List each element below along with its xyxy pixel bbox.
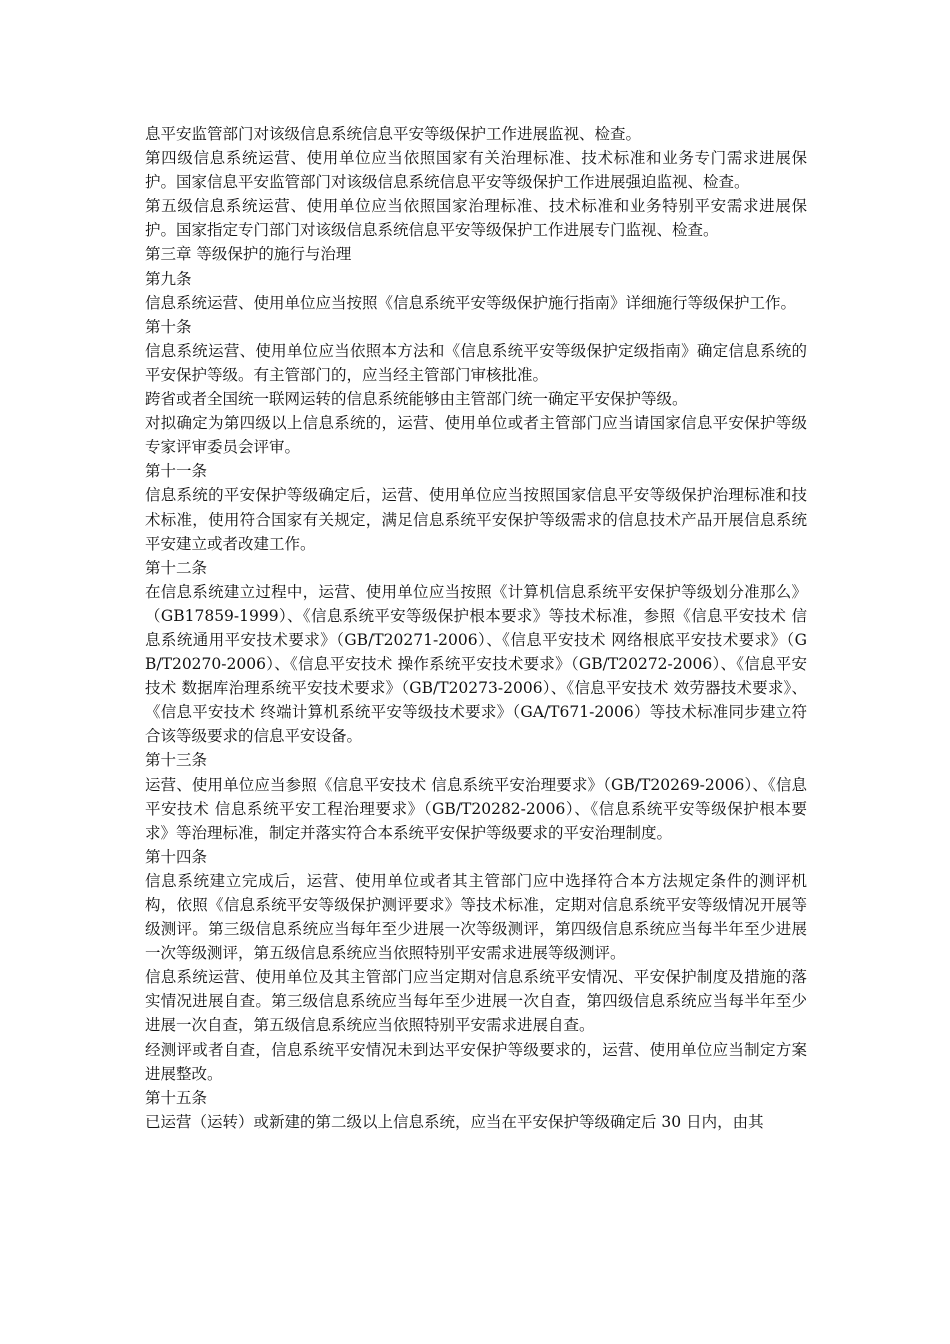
paragraph-level-five: 第五级信息系统运营、使用单位应当依照国家治理标准、技术标准和业务特别平安需求进展保护。国家指定专门部门对该级信息系统信息平安等级保护工作进展专门监视、检查。 <box>145 197 807 240</box>
article-heading-11: 第十一条 <box>145 462 208 481</box>
document-page <box>145 122 807 1134</box>
paragraph-level-four: 第四级信息系统运营、使用单位应当依照国家有关治理标准、技术标准和业务专门需求进展保护。国家信息平安监管部门对该级信息系统信息平安等级保护工作进展强迫监视、检查。 <box>145 149 807 192</box>
article-heading-10: 第十条 <box>145 317 192 336</box>
paragraph-continuation: 息平安监管部门对该级信息系统信息平安等级保护工作进展监视、检查。 <box>145 125 642 143</box>
article-12-body: 在信息系统建立过程中，运营、使用单位应当按照《计算机信息系统平安保护等级划分准那么》（GB17859-1999）、《信息系统平安等级保护根本要求》等技术标准，参照《信息平安技术 信息系统通用平安技术要求》（GB/T20271-2006）、《信息平安技术 网络根底平安技术要求》（GB/T20270-2006）、《信息平安技术 操作系统平安技术要求》（GB/T20272-2006）、《信息平安技术 数据库治理系统平安技术要求》（GB/T20273-2006）、《信息平安技术 效劳器技术要求》、《信息平安技术 终端计算机系统平安等级技术要求》（GA/T671-2006）等技术标准同步建立符合该等级要求的信息平安设备。 <box>145 582 807 746</box>
article-heading-14: 第十四条 <box>145 847 208 866</box>
article-14-body-1: 信息系统建立完成后，运营、使用单位或者其主管部门应中选择符合本方法规定条件的测评机构，依照《信息系统平安等级保护测评要求》等技术标准，定期对信息系统平安等级情况开展等级测评。第三级信息系统应当每年至少进展一次等级测评，第四级信息系统应当每半年至少进展一次等级测评，第五级信息系统应当依照特别平安需求进展等级测评。 <box>145 871 807 963</box>
article-10-body-1: 信息系统运营、使用单位应当依照本方法和《信息系统平安等级保护定级指南》确定信息系统的平安保护等级。有主管部门的，应当经主管部门审核批准。 <box>145 341 807 384</box>
article-11-body: 信息系统的平安保护等级确定后，运营、使用单位应当按照国家信息平安等级保护治理标准和技术标准，使用符合国家有关规定，满足信息系统平安保护等级需求的信息技术产品开展信息系统平安建立或者改建工作。 <box>145 486 807 553</box>
article-13-body: 运营、使用单位应当参照《信息平安技术 信息系统平安治理要求》（GB/T20269-2006）、《信息平安技术 信息系统平安工程治理要求》（GB/T20282-2006）、《信息系统平安等级保护根本要求》等治理标准，制定并落实符合本系统平安保护等级要求的平安治理制度。 <box>145 775 807 842</box>
chapter-heading: 第三章 等级保护的施行与治理 <box>145 245 352 264</box>
article-heading-13: 第十三条 <box>145 751 208 770</box>
article-heading-9: 第九条 <box>145 269 192 288</box>
article-15-body: 已运营（运转）或新建的第二级以上信息系统，应当在平安保护等级确定后 30 日内，由其 <box>145 1112 764 1131</box>
article-10-body-3: 对拟确定为第四级以上信息系统的，运营、使用单位或者主管部门应当请国家信息平安保护等级专家评审委员会评审。 <box>145 414 807 457</box>
article-14-body-3: 经测评或者自查，信息系统平安情况未到达平安保护等级要求的，运营、使用单位应当制定方案进展整改。 <box>145 1040 807 1083</box>
article-9-body: 信息系统运营、使用单位应当按照《信息系统平安等级保护施行指南》详细施行等级保护工作。 <box>145 293 797 312</box>
article-10-body-2: 跨省或者全国统一联网运转的信息系统能够由主管部门统一确定平安保护等级。 <box>145 390 688 409</box>
article-heading-15: 第十五条 <box>145 1088 208 1107</box>
article-14-body-2: 信息系统运营、使用单位及其主管部门应当定期对信息系统平安情况、平安保护制度及措施的落实情况进展自查。第三级信息系统应当每年至少进展一次自查，第四级信息系统应当每半年至少进展一次自查，第五级信息系统应当依照特别平安需求进展自查。 <box>145 968 807 1035</box>
article-heading-12: 第十二条 <box>145 558 208 577</box>
